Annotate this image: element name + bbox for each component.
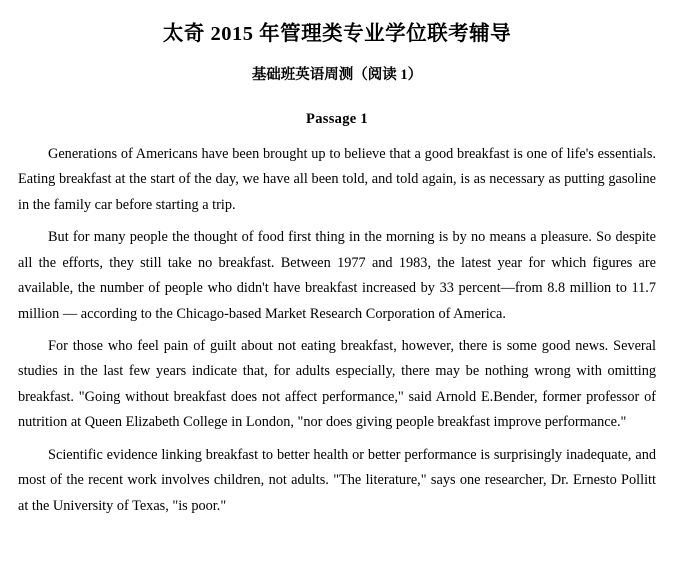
paragraph: But for many people the thought of food first thing in the morning is by no means a pleasure. So despite all the efforts, they still take no breakfast. Between 1977 and 1983, the latest year for which figures are available, the number of people who didn't have breakfast increased by 33 percent—from 8.8 million to 11.7 million — according to the Chicago-based Market Research Corporation of America. bbox=[18, 229, 656, 322]
paragraph: Generations of Americans have been brought up to believe that a good breakfast is one of life's essentials. Eating breakfast at the start of the day, we have all been told, and told again, is as necessary as putting gasoline in the family car before starting a trip. bbox=[18, 145, 656, 213]
passage-heading: Passage 1 bbox=[306, 110, 368, 127]
passage-body bbox=[18, 142, 656, 519]
page-subtitle: 基础班英语周测（阅读 1） bbox=[251, 66, 423, 83]
page-title: 太奇 2015 年管理类专业学位联考辅导 bbox=[162, 23, 512, 45]
paragraph: Scientific evidence linking breakfast to better health or better performance is surprisingly inadequate, and most of the recent work involves children, not adults. "The literature," says one researcher, Dr. Ernesto Pollitt at the University of Texas, "is poor." bbox=[18, 446, 656, 514]
paragraph: For those who feel pain of guilt about not eating breakfast, however, there is some good news. Several studies in the last few years indicate that, for adults especially, there may be nothing wrong with omitting breakfast. "Going without breakfast does not affect performance," said Arnold E.Bender, former professor of nutrition at Queen Elizabeth College in London, "nor does giving people breakfast improve performance." bbox=[18, 338, 656, 431]
